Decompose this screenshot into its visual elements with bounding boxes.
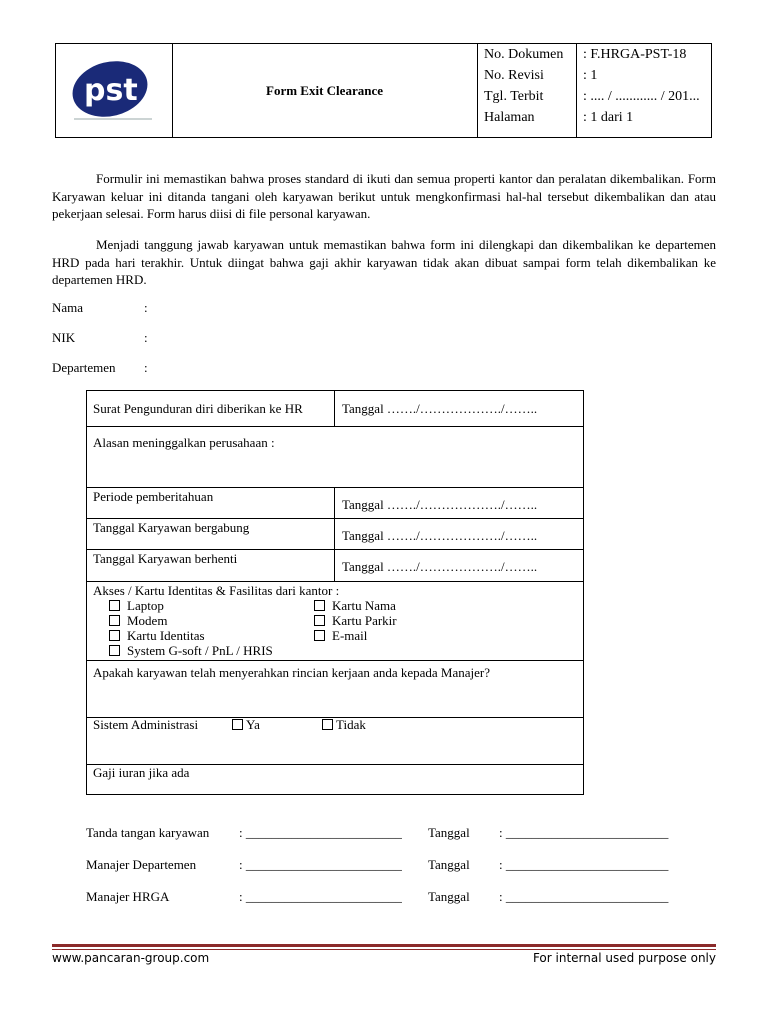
document-header [55,43,712,138]
checkbox-icon[interactable] [109,645,120,656]
berhenti-label: Tanggal Karyawan berhenti [93,551,238,566]
checkbox-icon[interactable] [314,615,325,626]
gaji-label[interactable]: Gaji iuran jika ada [93,765,190,780]
meta-row: No. Dokumen : F.HRGA-PST-18 [484,47,687,62]
footer-rule [52,949,716,950]
logo-text: pst [84,73,138,108]
checkbox-tidak[interactable]: Tidak [322,717,366,733]
signature-row[interactable]: Tanda tangan karyawan : ________________________ Tanggal : _________________________ [86,825,669,840]
checkbox-icon[interactable] [109,630,120,641]
checkbox-icon[interactable] [314,630,325,641]
checkbox-laptop[interactable]: Laptop [109,598,164,614]
checkbox-kartu-parkir[interactable]: Kartu Parkir [314,613,397,629]
checkbox-icon[interactable] [109,600,120,611]
field-nik[interactable]: NIK : [52,330,148,345]
checkbox-kartu-identitas[interactable]: Kartu Identitas [109,628,205,644]
berhenti-date[interactable]: Tanggal ……./………………./…….. [342,559,538,574]
footer-website: www.pancaran-group.com [52,951,210,965]
meta-row: Halaman : 1 dari 1 [484,110,634,125]
field-departemen[interactable]: Departemen : [52,360,148,375]
checkbox-system[interactable]: System G-soft / PnL / HRIS [109,643,273,659]
surat-label: Surat Pengunduran diri diberikan ke HR [93,401,303,416]
checkbox-icon[interactable] [314,600,325,611]
clearance-table [86,390,584,795]
logo-cell [56,44,173,137]
meta-row: Tgl. Terbit : .... / ............ / 201... [484,89,700,104]
company-logo [70,59,156,123]
footer-rule [52,944,716,947]
periode-date[interactable]: Tanggal ……./………………./…….. [342,497,538,512]
bergabung-label: Tanggal Karyawan bergabung [93,520,250,535]
signature-row[interactable]: Manajer Departemen : ________________________ Tanggal : _________________________ [86,857,669,872]
surat-date[interactable]: Tanggal ……./………………./…….. [342,401,538,416]
bergabung-date[interactable]: Tanggal ……./………………./…….. [342,528,538,543]
checkbox-modem[interactable]: Modem [109,613,167,629]
intro-paragraph-2: Menjadi tanggung jawab karyawan untuk memastikan bahwa form ini dilengkapi dan dikembalikan ke departemen HRD pada hari terakhir. Untuk diingat bahwa gaji akhir karyawan tidak akan dibuat sampai form telah dikembalikan ke departemen HRD. [52,237,716,288]
periode-label: Periode pemberitahuan [93,489,214,504]
sistem-label: Sistem Administrasi [93,717,199,732]
footer-note: For internal used purpose only [532,951,716,965]
form-title: Form Exit Clearance [172,44,478,137]
checkbox-icon[interactable] [109,615,120,626]
checkbox-ya[interactable]: Ya [232,717,260,733]
checkbox-email[interactable]: E-mail [314,628,367,644]
alasan-label[interactable]: Alasan meninggalkan perusahaan : [93,435,275,450]
intro-paragraph-1: Formulir ini memastikan bahwa proses standard di ikuti dan semua properti kantor dan peralatan dikembalikan. Form Karyawan keluar ini ditanda tangani oleh karyawan berikut untuk mengkonfirmasi hal-hal tersebut dikembalikan dan atau pekerjaan selesai. Form harus diisi di file personal karyawan. [52,171,716,222]
meta-row: No. Revisi : 1 [484,68,598,83]
checkbox-kartu-nama[interactable]: Kartu Nama [314,598,396,614]
rincian-label[interactable]: Apakah karyawan telah menyerahkan rincian kerjaan anda kepada Manajer? [93,665,491,680]
field-nama[interactable]: Nama : [52,300,148,315]
checkbox-icon[interactable] [232,719,243,730]
akses-label: Akses / Kartu Identitas & Fasilitas dari kantor : [93,583,340,598]
checkbox-icon[interactable] [322,719,333,730]
signature-row[interactable]: Manajer HRGA : ________________________ Tanggal : _________________________ [86,889,669,904]
